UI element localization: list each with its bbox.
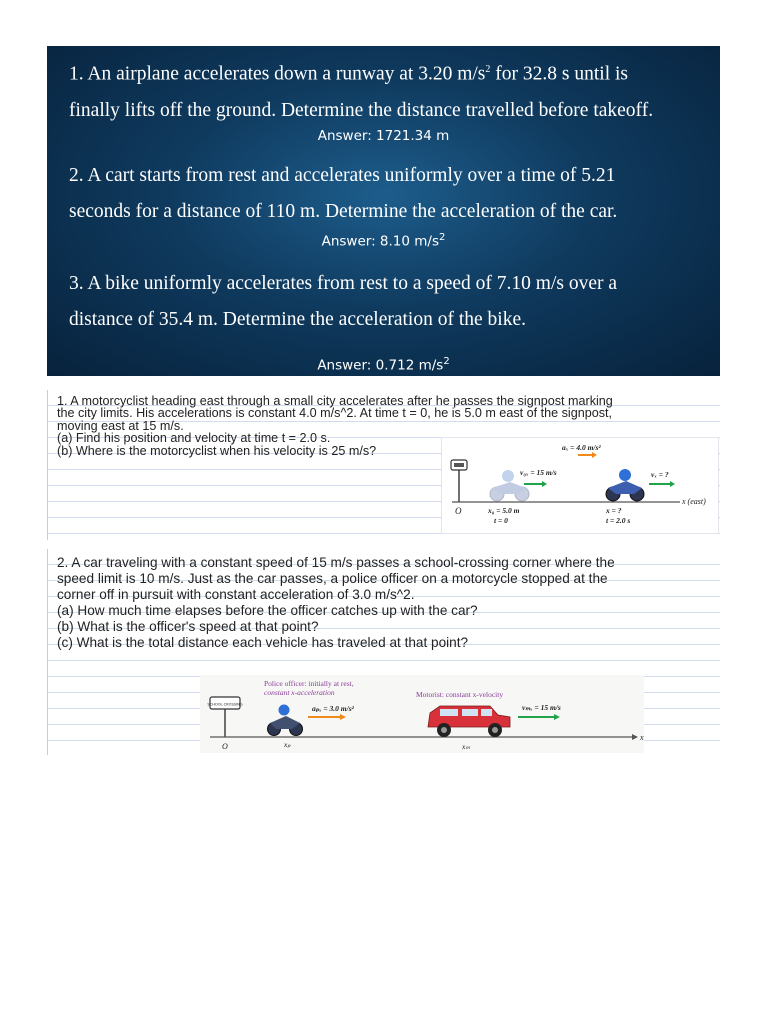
problem-1-part-a: (a) Find his position and velocity at time t = 2.0 s.: [57, 431, 331, 446]
red-car-icon: [428, 706, 510, 737]
problem-2-text: [57, 555, 717, 652]
school-crossing-sign-icon: [207, 697, 242, 737]
final-position-label: x = ?: [606, 506, 622, 515]
origin-label: O: [222, 742, 228, 751]
answer-1: Answer: 1721.34 m: [317, 128, 450, 144]
problem-2-line-3: corner off in pursuit with constant acceleration of 3.0 m/s^2.: [57, 587, 415, 603]
axis-label: x: [640, 733, 644, 742]
motorist-label: Motorist: constant x-velocity: [416, 690, 504, 699]
problem-2-part-a: (a) How much time elapses before the officer catches up with the car?: [57, 603, 478, 619]
school-crossing-sign-text: SCHOOL CROSSING: [207, 702, 243, 707]
acceleration-label: aₓ = 4.0 m/s²: [562, 443, 601, 452]
question-2: [69, 158, 709, 230]
police-label-line-1: Police officer: initially at rest,: [264, 679, 354, 688]
answer-3-exponent: 2: [443, 356, 450, 367]
initial-time-label: t = 0: [494, 516, 508, 525]
car-velocity-label: vₘₓ = 15 m/s: [522, 703, 561, 712]
problem-1-section: [47, 390, 720, 540]
answer-3: [47, 356, 720, 374]
police-acceleration-label: aₚₓ = 3.0 m/s²: [312, 704, 354, 713]
question-2-line-2: seconds for a distance of 110 m. Determine the acceleration of the car.: [69, 201, 618, 222]
problem-1-line-1: 1. A motorcyclist heading east through a small city accelerates after he passes the signpost marking: [57, 394, 613, 408]
final-time-label: t = 2.0 s: [606, 516, 631, 525]
question-1-line-1: 1. An airplane accelerates down a runway at 3.20 m/s: [69, 63, 486, 85]
police-label-line-2: constant x-acceleration: [264, 688, 335, 697]
question-1-exponent: 2: [485, 64, 491, 75]
kinematics-slide: [47, 46, 720, 376]
motorcyclist-figure: [441, 437, 719, 534]
question-1-line-1-end: for 32.8 s until is: [490, 63, 628, 85]
police-motorcycle-icon: [268, 705, 303, 736]
question-3: [69, 266, 709, 338]
motorist-position-label: xₘ: [462, 742, 471, 751]
origin-label: O: [455, 506, 462, 516]
answer-2: [47, 232, 720, 250]
axis-label: x (east): [682, 497, 706, 506]
problem-2-section: [47, 549, 720, 755]
question-1: [69, 52, 709, 129]
answer-2-text: Answer: 8.10 m/s: [321, 233, 440, 250]
initial-velocity-label: v₀ₓ = 15 m/s: [520, 468, 557, 477]
motorcycle-end-icon: [606, 469, 644, 501]
problem-1-line-3: moving east at 15 m/s.: [57, 418, 184, 433]
final-velocity-label: vₓ = ?: [651, 470, 669, 479]
problem-2-line-1: 2. A car traveling with a constant speed of 15 m/s passes a school-crossing corner where the: [57, 555, 615, 570]
question-3-line-1: 3. A bike uniformly accelerates from rest to a speed of 7.10 m/s over a: [69, 273, 617, 294]
question-2-line-1: 2. A cart starts from rest and accelerates uniformly over a time of 5.21: [69, 165, 616, 186]
problem-1-part-b: (b) Where is the motorcyclist when his velocity is 25 m/s?: [57, 443, 377, 458]
police-position-label: xₚ: [284, 740, 291, 749]
problem-1-line-2: the city limits. His accelerations is constant 4.0 m/s^2. At time t = 0, he is 5.0 m east of the signpost,: [57, 406, 613, 421]
answer-2-exponent: 2: [439, 232, 446, 243]
signpost-icon: [451, 460, 467, 502]
problem-2-part-c: (c) What is the total distance each vehicle has traveled at that point?: [57, 635, 469, 651]
problem-2-line-2: speed limit is 10 m/s. Just as the car passes, a police officer on a motorcycle stopped at the: [57, 571, 608, 587]
police-chase-figure: [200, 675, 644, 753]
question-1-line-2: finally lifts off the ground. Determine the distance travelled before takeoff.: [69, 99, 654, 121]
problem-2-part-b: (b) What is the officer's speed at that point?: [57, 619, 319, 635]
initial-position-label: x₀ = 5.0 m: [488, 506, 520, 515]
answer-3-text: Answer: 0.712 m/s: [317, 357, 444, 374]
question-3-line-2: distance of 35.4 m. Determine the acceleration of the bike.: [69, 309, 526, 330]
